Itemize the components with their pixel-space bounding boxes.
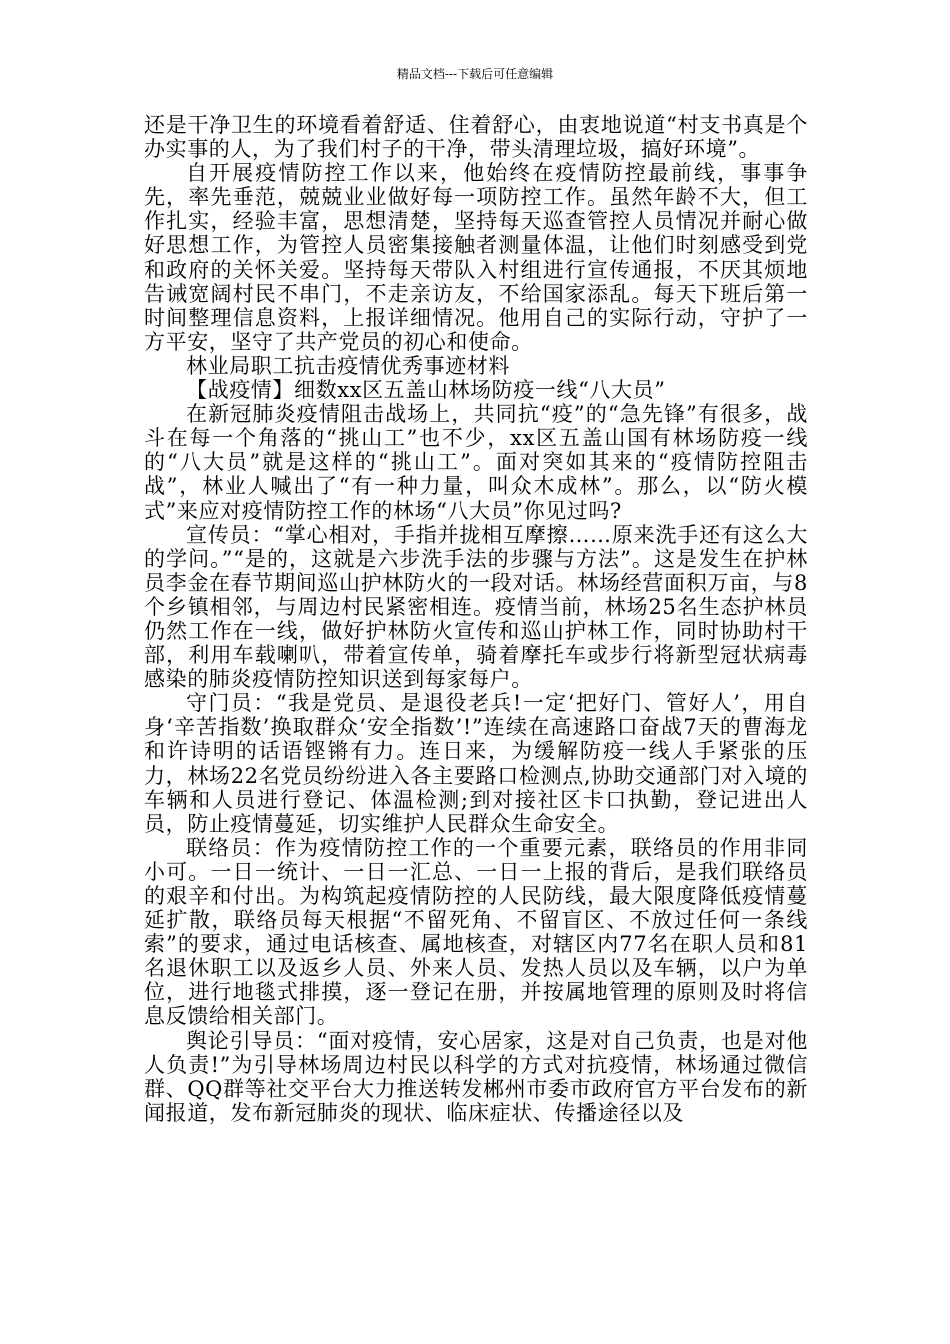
section-subtitle: 【战疫情】细数xx区五盖山林场防疫一线“八大员”	[186, 378, 666, 403]
document-body	[144, 113, 808, 1125]
paragraph-gatekeeper: 守门员：“我是党员、是退役老兵!一定‘把好门、管好人’，用自身‘辛苦指数’换取群众‘安全指数’!”连续在高速路口奋战7天的曹海龙和许诗明的话语铿锵有力。连日来，为缓解防疫一线人手紧张的压力，林场22名党员纷纷进入各主要路口检测点,协助交通部门对入境的车辆和人员进行登记、体温检测;到对接社区卡口执勤，登记进出人员，防止疫情蔓延，切实维护人民群众生命安全。	[144, 691, 808, 836]
paragraph-publicist: 宣传员：“掌心相对，手指并拢相互摩擦……原来洗手还有这么大的学问。”“是的，这就是六步洗手法的步骤与方法”。这是发生在护林员李金在春节期间巡山护林防火的一段对话。林场经营面积万亩，与8个乡镇相邻，与周边村民紧密相连。疫情当前，林场25名生态护林员仍然工作在一线，做好护林防火宣传和巡山护林工作，同时协助村干部，利用车载喇叭，带着宣传单，骑着摩托车或步行将新型冠状病毒感染的肺炎疫情防控知识送到每家每户。	[144, 522, 808, 692]
section-title: 林业局职工抗击疫情优秀事迹材料	[186, 353, 510, 378]
paragraph-liaison: 联络员：作为疫情防控工作的一个重要元素，联络员的作用非同小可。一日一统计、一日一汇总、一日一上报的背后，是我们联络员的艰辛和付出。为构筑起疫情防控的人民防线，最大限度降低疫情蔓延扩散，联络员每天根据“不留死角、不留盲区、不放过任何一条线索”的要求，通过电话核查、属地核查，对辖区内77名在职人员和81名退休职工以及返乡人员、外来人员、发热人员以及车辆，以户为单位，进行地毯式排摸，逐一登记在册，并按属地管理的原则及时将信息反馈给相关部门。	[144, 835, 808, 1029]
paragraph-opinion-guide: 舆论引导员：“面对疫情，安心居家，这是对自己负责，也是对他人负责!”为引导林场周边村民以科学的方式对抗疫情，林场通过微信群、QQ群等社交平台大力推送转发郴州市委市政府官方平台发布的新闻报道，发布新冠肺炎的现状、临床症状、传播途径以及	[144, 1028, 808, 1125]
paragraph-2: 自开展疫情防控工作以来，他始终在疫情防控最前线，事事争先，率先垂范，兢兢业业做好每一项防控工作。虽然年龄不大，但工作扎实，经验丰富，思想清楚，坚持每天巡查管控人员情况并耐心做好思想工作，为管控人员密集接触者测量体温，让他们时刻感受到党和政府的关怀关爱。坚持每天带队入村组进行宣传通报，不厌其烦地告诫宽阔村民不串门，不走亲访友，不给国家添乱。每天下班后第一时间整理信息资料，上报详细情况。他用自己的实际行动，守护了一方平安，坚守了共产党员的初心和使命。	[144, 161, 808, 354]
paragraph-intro: 在新冠肺炎疫情阻击战场上，共同抗“疫”的“急先锋”有很多，战斗在每一个角落的“挑山工”也不少，xx区五盖山国有林场防疫一线的“八大员”就是这样的“挑山工”。面对突如其来的“疫情防控阻击战”，林业人喊出了“有一种力量，叫众木成林”。那么，以“防火模式”来应对疫情防控工作的林场“八大员”你见过吗?	[144, 402, 808, 523]
page-header: 精品文档---下载后可任意编辑	[396, 67, 554, 81]
paragraph-1: 还是干净卫生的环境看着舒适、住着舒心，由衷地说道“村支书真是个办实事的人，为了我们村子的干净，带头清理垃圾，搞好环境”。	[144, 113, 808, 162]
